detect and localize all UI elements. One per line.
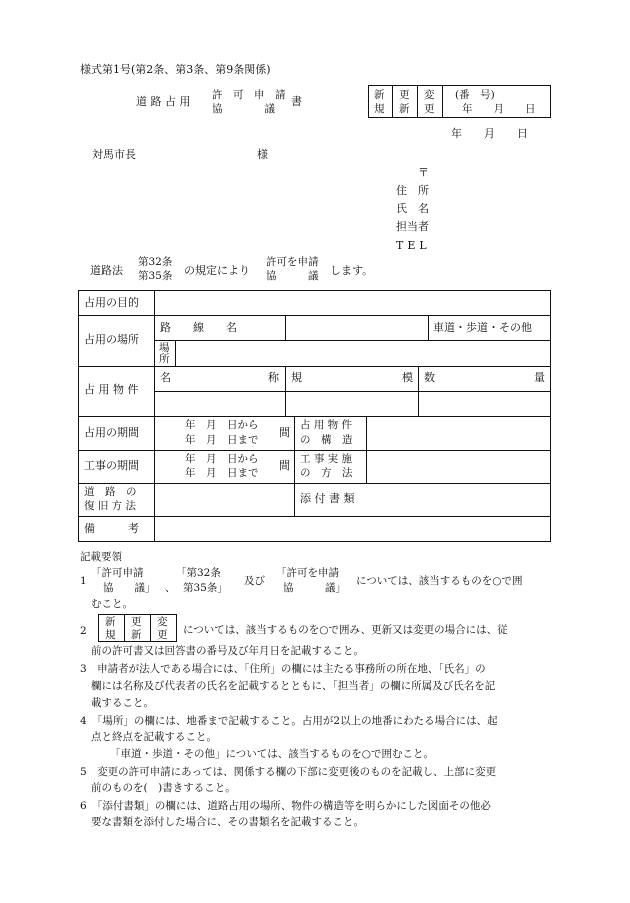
title-option-permit: 許 可 申 請 <box>212 89 286 101</box>
table-rule <box>154 290 155 542</box>
period-from: 年 月 日から <box>185 419 259 431</box>
note-1-separator: 、 <box>165 582 176 594</box>
note-2-kind-change-top: 変 <box>157 616 168 628</box>
declaration-end: します。 <box>330 264 374 277</box>
declaration-option-consult: 協 議 <box>266 270 319 282</box>
attachments-label: 添 付 書 類 <box>300 492 355 505</box>
remarks-label: 備 考 <box>84 522 139 535</box>
note-2-kind-new-bottom: 規 <box>105 629 116 641</box>
application-date: 年 月 日 <box>451 127 528 140</box>
applicant-name-label: 氏 名 <box>396 202 429 215</box>
kind-divider <box>417 85 418 118</box>
road-type-options: 車道・歩道・その他 <box>433 321 532 334</box>
note-2-kind-divider <box>124 614 125 642</box>
note-5-line-2: 前のものを( )書きすること。 <box>91 782 236 794</box>
table-rule <box>285 366 286 416</box>
note-2-kind-divider <box>150 614 151 642</box>
object-quantity-label-end: 量 <box>534 371 545 384</box>
note-3-line-1: 3 申請者が法人である場合には、「住所」の欄には主たる事務所の所在地、「氏名」の <box>80 663 486 675</box>
declaration-article-35: 第35条 <box>138 270 173 282</box>
object-scale-label: 規 <box>291 371 302 384</box>
work-period-to: 年 月 日まで <box>185 467 259 479</box>
addressee-name: 対馬市長 <box>92 148 136 161</box>
purpose-label: 占用の目的 <box>84 296 139 309</box>
note-2-number: 2 <box>80 625 87 637</box>
note-5-line-1: 5 変更の許可申請にあっては、関係する欄の下部に変更後のものを記載し、上部に変更 <box>80 766 497 778</box>
object-label: 占 用 物 件 <box>84 383 139 396</box>
table-rule <box>366 416 367 483</box>
table-rule <box>294 416 295 516</box>
table-rule <box>78 315 551 316</box>
title-suffix: 書 <box>291 95 302 108</box>
table-rule <box>285 315 286 340</box>
table-rule <box>428 315 429 340</box>
note-2-kind-change-bottom: 更 <box>157 629 168 641</box>
table-rule <box>78 450 551 451</box>
table-rule <box>154 340 551 341</box>
work-period-between: 間 <box>279 459 290 472</box>
note-2-kind-renew-top: 更 <box>131 616 142 628</box>
table-rule <box>418 366 419 416</box>
period-label: 占用の期間 <box>84 426 139 439</box>
declaration-article-32: 第32条 <box>138 256 173 268</box>
restoration-label-top: 道 路 の <box>84 486 137 498</box>
kind-divider <box>442 85 443 118</box>
note-1-continued: むこと。 <box>91 598 133 610</box>
declaration-law: 道路法 <box>90 264 123 277</box>
note-2-tail: については、該当するものを○で囲み、更新又は変更の場合には、従 <box>183 624 508 636</box>
title-option-consult: 協 議 <box>212 103 275 115</box>
table-rule <box>175 340 176 366</box>
declaration-middle: の規定により <box>184 264 250 277</box>
table-rule <box>78 516 551 517</box>
declaration-option-permit: 許可を申請 <box>266 256 319 268</box>
postal-mark: 〒 <box>418 166 429 179</box>
note-6-line-1: 6 「添付書類」の欄には、道路占用の場所、物件の構造等を明らかにした図面その他必 <box>80 800 491 812</box>
note-6-line-2: 要な書類を添付した場合に、その書類名を記載すること。 <box>91 816 364 828</box>
period-to: 年 月 日まで <box>185 434 259 446</box>
kind-change-top: 変 <box>424 89 435 101</box>
structure-label-top: 占 用 物 件 <box>300 419 353 431</box>
object-name-label-end: 称 <box>268 371 279 384</box>
table-rule <box>78 483 551 484</box>
work-period-label: 工事の期間 <box>84 459 139 472</box>
note-1-option-c-bottom: 協 議」 <box>283 582 346 594</box>
table-rule <box>78 416 551 417</box>
place-label: 占用の場所 <box>84 333 139 346</box>
kind-renew-bottom: 新 <box>399 103 410 115</box>
notes-heading: 記載要領 <box>80 551 122 563</box>
structure-label-bottom: の 構 造 <box>300 434 353 446</box>
location-label-bottom: 所 <box>159 353 170 365</box>
note-3-line-3: 載すること。 <box>91 697 154 709</box>
location-label-top: 場 <box>159 342 170 354</box>
note-4-line-2: 点と終点を記載すること。 <box>91 731 217 743</box>
route-name-label: 路 線 名 <box>160 321 237 334</box>
period-between: 間 <box>279 426 290 439</box>
note-3-line-2: 欄には名称及び代表者の氏名を記載するとともに、「担当者」の欄に所属及び氏名を記 <box>91 680 496 692</box>
kind-new-bottom: 規 <box>374 103 385 115</box>
restoration-label-bottom: 復 旧 方 法 <box>84 500 137 512</box>
note-1-number: 1 <box>80 575 87 587</box>
note-1-tail: については、該当するものを○で囲 <box>356 575 523 587</box>
kind-change-bottom: 更 <box>424 103 435 115</box>
applicant-tel-label: TEL <box>396 239 431 252</box>
addressee-honorific: 様 <box>257 148 268 161</box>
note-2-kind-new-top: 新 <box>105 616 116 628</box>
applicant-person-label: 担当者 <box>396 220 429 233</box>
number-date: 年 月 日 <box>462 103 536 115</box>
applicant-address-label: 住 所 <box>396 184 429 197</box>
title-prefix: 道 路 占 用 <box>136 95 191 108</box>
work-period-from: 年 月 日から <box>185 453 259 465</box>
note-2-continued: 前の許可書又は回答書の番号及び年月日を記載すること。 <box>91 645 364 657</box>
kind-divider <box>392 85 393 118</box>
number-label: (番 号) <box>455 89 495 101</box>
kind-new-top: 新 <box>374 89 385 101</box>
work-method-label-top: 工 事 実 施 <box>300 453 353 465</box>
object-scale-label-end: 模 <box>402 371 413 384</box>
kind-renew-top: 更 <box>399 89 410 101</box>
note-1-option-a-top: 「許可申請 <box>91 567 144 579</box>
note-1-option-b-bottom: 第35条」 <box>183 582 228 594</box>
table-rule <box>78 366 551 367</box>
table-rule <box>154 391 551 392</box>
work-method-label-bottom: の 方 法 <box>300 467 353 479</box>
note-4-line-1: 4 「場所」の欄には、地番まで記載すること。占用が2以上の地番にわたる場合には、起 <box>80 715 498 727</box>
note-1-option-a-bottom: 協 議」 <box>103 582 156 594</box>
note-1-option-b-top: 「第32条 <box>176 567 221 579</box>
note-1-option-c-top: 「許可を申請 <box>276 567 339 579</box>
object-name-label: 名 <box>160 371 171 384</box>
object-quantity-label: 数 <box>424 371 435 384</box>
form-number: 様式第1号(第2条、第3条、第9条関係) <box>80 63 271 76</box>
note-4-line-3: 「車道・歩道・その他」については、該当するものを○で囲むこと。 <box>110 748 434 760</box>
note-2-kind-renew-bottom: 新 <box>131 629 142 641</box>
note-1-and: 及び <box>244 575 265 587</box>
